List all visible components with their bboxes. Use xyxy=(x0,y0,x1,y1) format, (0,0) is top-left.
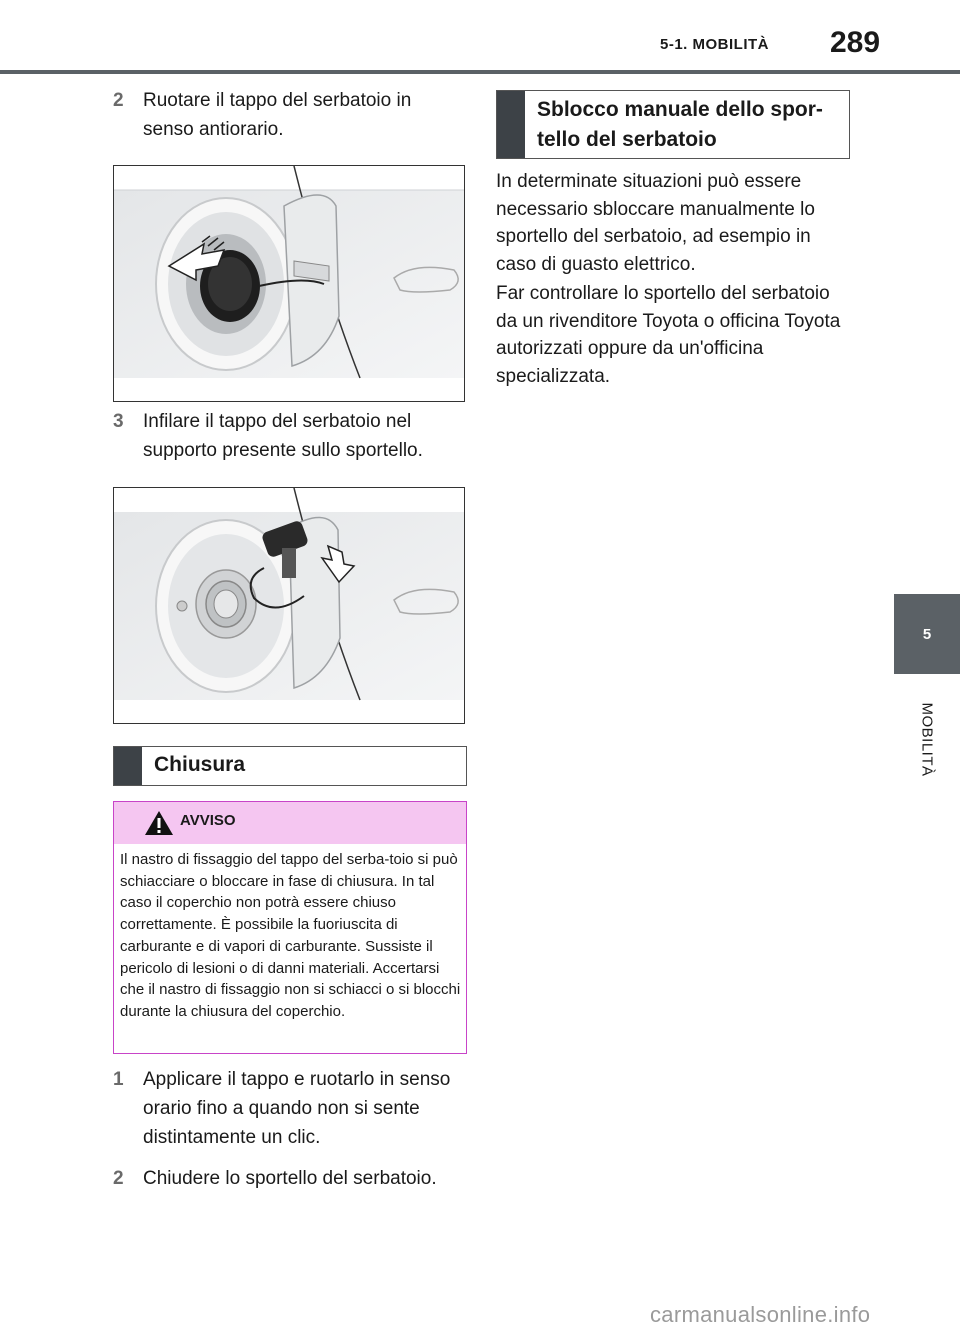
chapter-tab[interactable] xyxy=(894,594,960,674)
step-text: Applicare il tappo e ruotarlo in senso orario fino a quando non si sente distintamente un clic. xyxy=(143,1069,451,1148)
heading-text: Sblocco manuale dello spor-tello del serbatoio xyxy=(537,98,823,151)
heading-accent-bar xyxy=(114,747,142,785)
paragraph-dealer-check: Far controllare lo sportello del serbatoio da un rivenditore Toyota o officina Toyota autorizzati oppure da un'officina specializzata. xyxy=(496,283,841,387)
warning-box xyxy=(113,801,467,1054)
watermark: carmanualsonline.info xyxy=(650,1302,871,1327)
step-number: 2 xyxy=(113,1168,124,1189)
step-text: Infilare il tappo del serbatoio nel supporto presente sullo sportello. xyxy=(143,411,423,461)
heading-text: Chiusura xyxy=(154,753,246,776)
paragraph-manual-release: In determinate situazioni può essere necessario sbloccare manualmente lo sportello del serbatoio, ad esempio in caso di guasto elettrico. xyxy=(496,171,815,275)
section-heading-sblocco xyxy=(496,90,850,159)
warning-body: Il nastro di fissaggio del tappo del serba-toio si può schiacciare o bloccare in fase di chiusura. In tal caso il coperchio non potrà essere chiuso correttamente. È possibile la fuoriuscita di carburante e di vapori di carburante. Sussiste il pericolo di lesioni o di danni materiali. Accertarsi che il nastro di fissaggio non si schiacci o si blocchi durante la chiusura del coperchio. xyxy=(120,851,461,1020)
step-number: 1 xyxy=(113,1069,124,1090)
fuel-cap-rotate-illustration xyxy=(113,165,465,402)
closing-step-1 xyxy=(113,1065,463,1152)
page-number: 289 xyxy=(830,26,881,59)
chapter-label: MOBILITÀ xyxy=(918,701,936,777)
heading-accent-bar xyxy=(497,91,525,158)
step-text: Ruotare il tappo del serbatoio in senso antiorario. xyxy=(143,90,412,140)
step-text: Chiudere lo sportello del serbatoio. xyxy=(143,1168,437,1189)
section-heading-chiusura xyxy=(113,746,467,786)
section-title: 5-1. MOBILITÀ xyxy=(660,36,770,53)
step-number: 2 xyxy=(113,90,124,111)
chapter-label-container xyxy=(894,684,960,794)
header-divider xyxy=(0,70,960,74)
fuel-cap-holder-illustration xyxy=(113,487,465,724)
step-3 xyxy=(113,407,463,465)
closing-step-2 xyxy=(113,1164,473,1193)
step-2 xyxy=(113,86,463,144)
warning-triangle-icon xyxy=(144,810,174,836)
warning-title: AVVISO xyxy=(180,812,236,829)
step-number: 3 xyxy=(113,411,124,432)
chapter-number: 5 xyxy=(922,625,932,643)
